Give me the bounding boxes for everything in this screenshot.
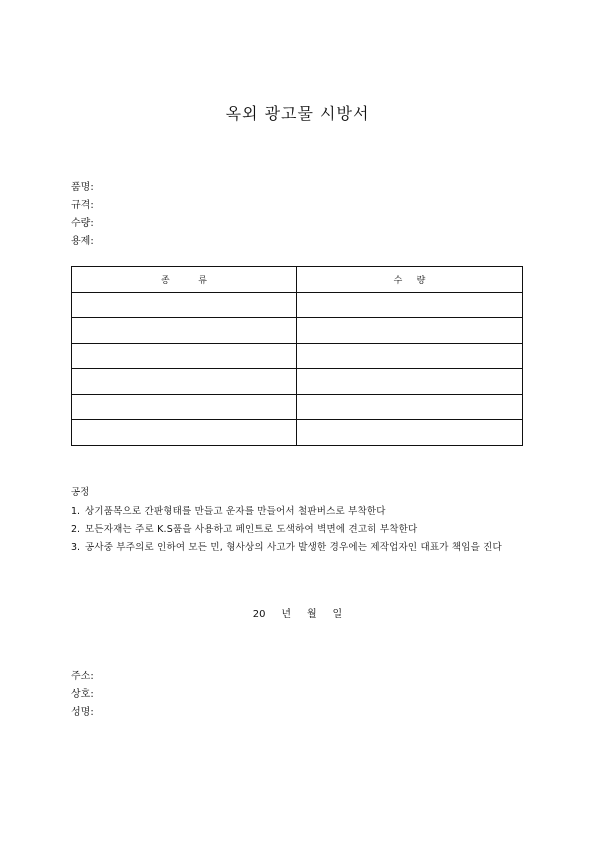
address-label: 주소: <box>71 671 94 682</box>
table-row <box>72 292 523 318</box>
process-item <box>71 539 531 557</box>
table-row <box>72 369 523 395</box>
process-item-number: 3. <box>71 542 81 553</box>
spec-fields <box>71 179 94 251</box>
field-size-label: 규격: <box>71 200 94 211</box>
field-product-name-label: 품명: <box>71 182 94 193</box>
representative-name-label: 성명: <box>71 707 94 718</box>
process-item <box>71 521 531 539</box>
process-item-text: 상기품목으로 간판형태를 만들고 운자를 만들어서 철판버스로 부착한다 <box>85 506 386 517</box>
table-cell <box>72 343 297 369</box>
table-cell <box>297 369 523 395</box>
signature-block <box>71 668 94 722</box>
table-cell <box>297 343 523 369</box>
process-item-number: 1. <box>71 506 81 517</box>
process-item-text: 공사중 부주의로 인하여 모든 민, 형사상의 사고가 발생한 경우에는 제작업자인 대표가 책임을 진다 <box>85 542 502 553</box>
company-name-label: 상호: <box>71 689 94 700</box>
page-title: 옥외 광고물 시방서 <box>225 104 370 123</box>
field-quantity-label: 수량: <box>71 218 94 229</box>
table-cell <box>72 292 297 318</box>
header-type: 종 류 <box>72 267 297 293</box>
table-cell <box>72 420 297 446</box>
table-cell <box>297 292 523 318</box>
spec-table <box>71 266 523 446</box>
process-heading: 공정 <box>71 487 90 498</box>
process-item <box>71 503 531 521</box>
process-item-text: 모든자재는 주로 K.S품을 사용하고 페인트로 도색하여 벽면에 견고히 부착한다 <box>85 524 418 535</box>
table-cell <box>72 318 297 344</box>
header-quantity: 수 량 <box>297 267 523 293</box>
date-line: 20 년 월 일 <box>252 609 343 620</box>
table-cell <box>297 420 523 446</box>
table-cell <box>297 394 523 420</box>
table-row <box>72 420 523 446</box>
field-purpose-label: 용제: <box>71 236 94 247</box>
table-header-row <box>72 267 523 293</box>
process-item-number: 2. <box>71 524 81 535</box>
table-row <box>72 343 523 369</box>
table-cell <box>297 318 523 344</box>
table-row <box>72 318 523 344</box>
process-section <box>71 484 531 557</box>
table-row <box>72 394 523 420</box>
table-cell <box>72 394 297 420</box>
table-cell <box>72 369 297 395</box>
